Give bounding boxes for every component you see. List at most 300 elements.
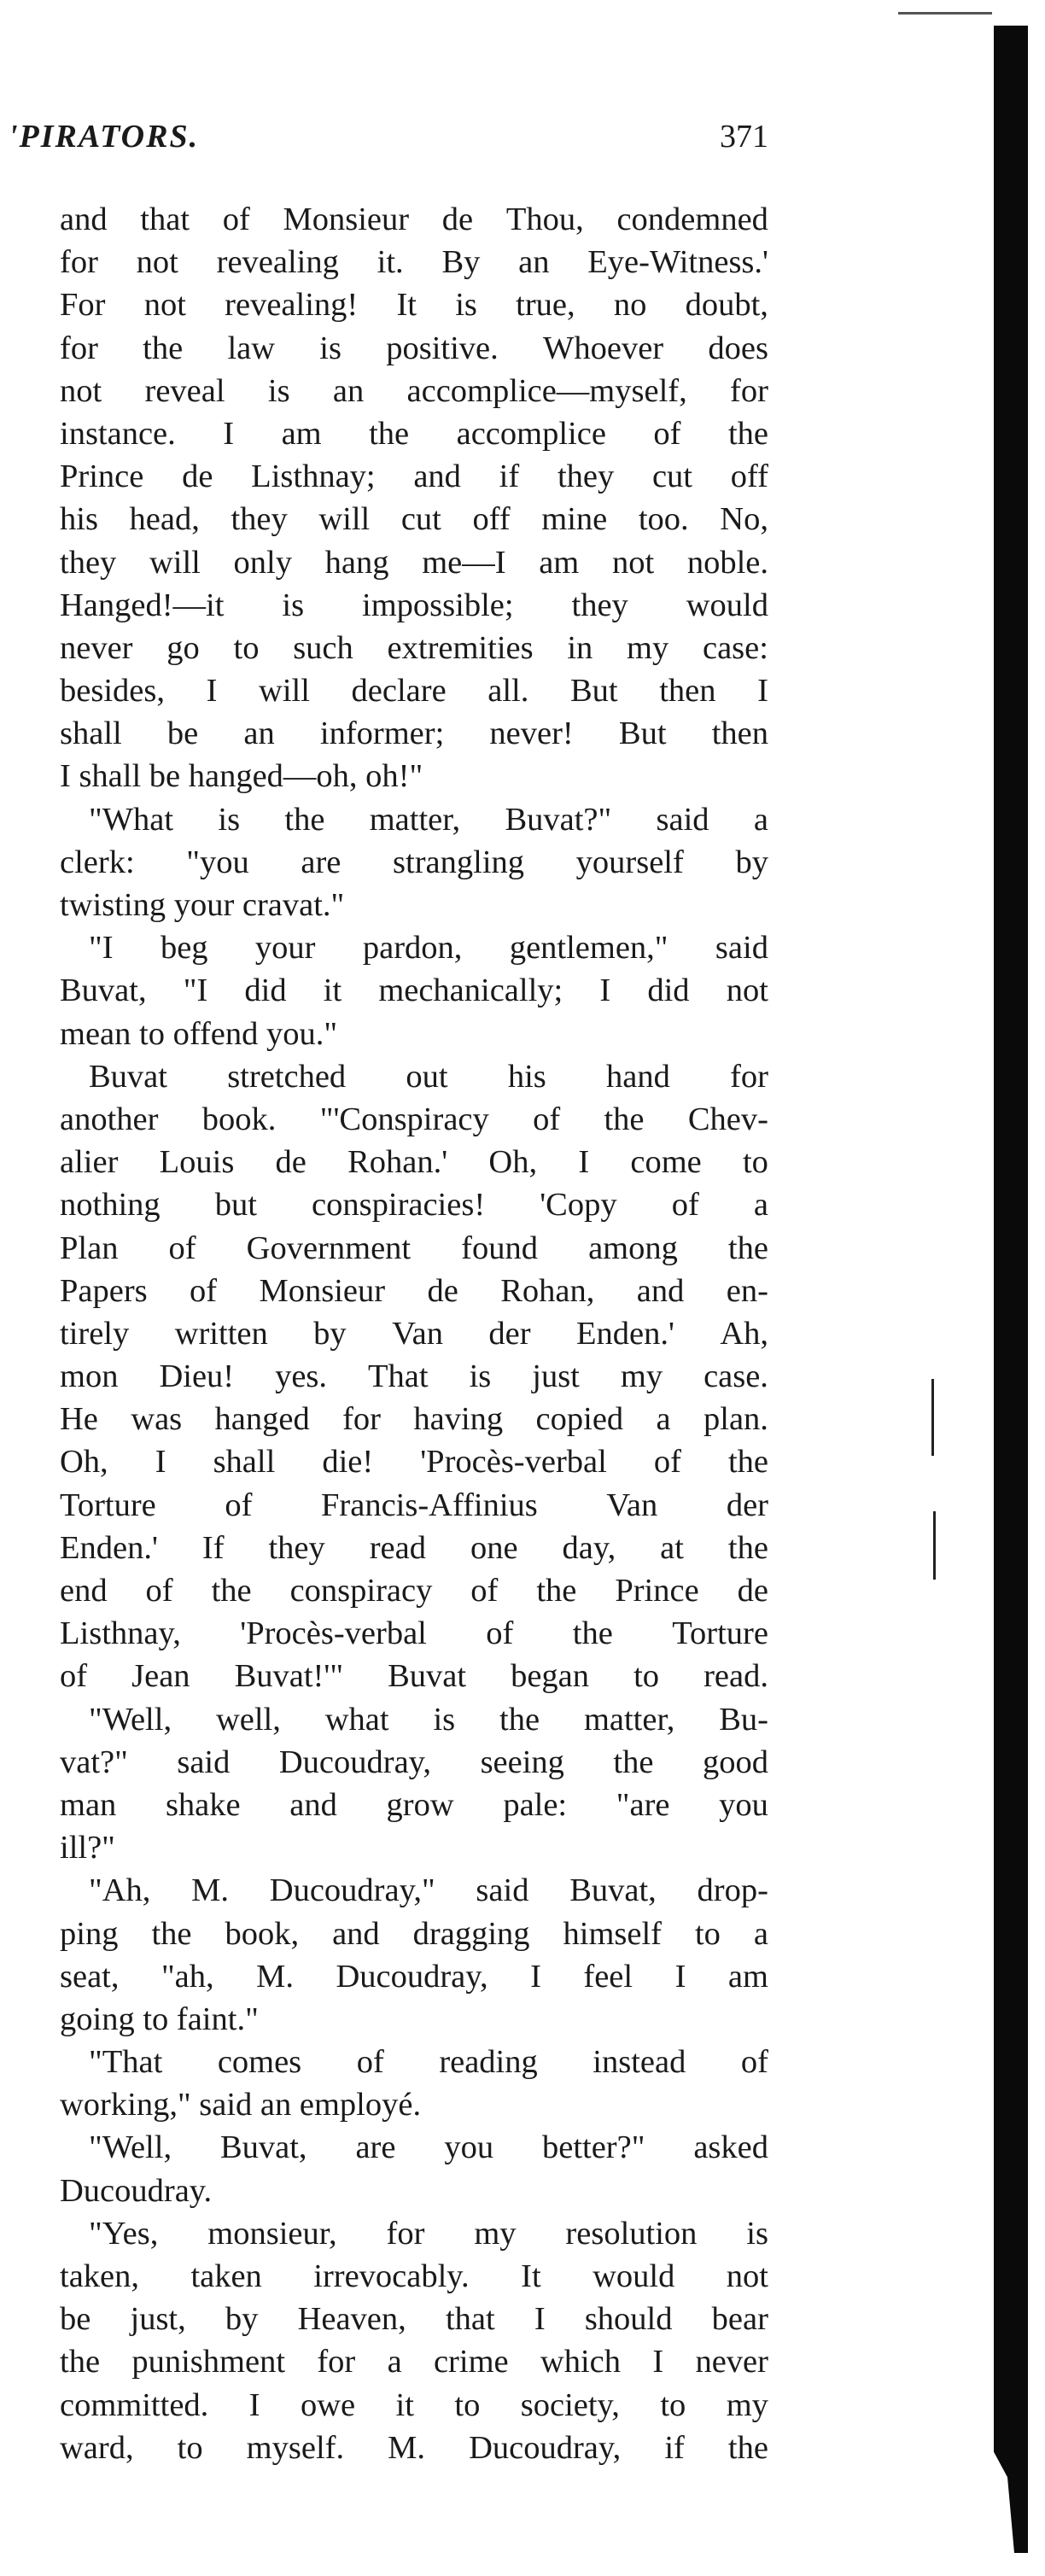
word: hanged bbox=[214, 1401, 310, 1438]
text-line bbox=[60, 1741, 768, 1784]
word: which bbox=[540, 2344, 622, 2380]
word: mechanically; bbox=[378, 973, 563, 1009]
word: 'Copy bbox=[540, 1187, 617, 1224]
word: for bbox=[60, 244, 98, 281]
word: case. bbox=[703, 1358, 768, 1395]
word: would bbox=[593, 2258, 675, 2294]
word: die! bbox=[322, 1444, 374, 1481]
word: ping bbox=[60, 1915, 119, 1952]
word: then bbox=[711, 716, 768, 752]
word: law bbox=[227, 330, 276, 366]
word: your bbox=[254, 930, 316, 967]
word: will bbox=[259, 673, 310, 710]
word: did bbox=[244, 973, 287, 1009]
word: the bbox=[499, 1701, 540, 1738]
word: 'Procès-verbal bbox=[420, 1444, 607, 1481]
word: began bbox=[511, 1658, 590, 1695]
word: but bbox=[214, 1187, 257, 1224]
word: be bbox=[166, 716, 199, 752]
word: if bbox=[664, 2429, 685, 2466]
word: never bbox=[695, 2344, 768, 2380]
word: yourself bbox=[575, 844, 684, 880]
text-line bbox=[60, 669, 768, 712]
word: to bbox=[660, 2386, 686, 2423]
word: Thou, bbox=[505, 202, 584, 237]
word: the bbox=[536, 1573, 577, 1609]
word: not bbox=[136, 244, 178, 281]
word: conspiracy bbox=[289, 1573, 433, 1609]
word: of bbox=[222, 202, 250, 237]
word: did bbox=[647, 973, 690, 1009]
word: ward, bbox=[60, 2429, 134, 2466]
text-line bbox=[60, 1569, 768, 1612]
word: Ducoudray, bbox=[278, 1744, 432, 1780]
text-line bbox=[60, 1784, 768, 1826]
word: never! bbox=[489, 716, 574, 752]
word: revealing bbox=[216, 244, 339, 281]
word: for bbox=[317, 2344, 356, 2380]
word: informer; bbox=[319, 716, 445, 752]
word: bear bbox=[711, 2301, 768, 2338]
word: Prince bbox=[615, 1573, 699, 1609]
word: you bbox=[719, 1786, 768, 1823]
word: having bbox=[413, 1401, 504, 1438]
text-line bbox=[60, 926, 768, 969]
word: is bbox=[267, 372, 290, 409]
word: will bbox=[318, 501, 371, 538]
word: instance. bbox=[60, 415, 176, 452]
word: man bbox=[60, 1786, 117, 1823]
word: a bbox=[387, 2344, 402, 2380]
word: by bbox=[735, 844, 768, 880]
text-line bbox=[60, 1440, 768, 1483]
word: by bbox=[225, 2301, 259, 2338]
word: condemned bbox=[616, 202, 768, 237]
word: I bbox=[223, 415, 235, 452]
word: Government bbox=[246, 1230, 412, 1266]
word: too. bbox=[638, 501, 689, 538]
word: Monsieur bbox=[283, 202, 410, 237]
word: Oh, bbox=[60, 1444, 108, 1481]
word: for bbox=[386, 2215, 425, 2252]
word: crime bbox=[433, 2344, 509, 2380]
word: en- bbox=[726, 1272, 768, 1309]
text-line bbox=[60, 798, 768, 841]
word: conspiracies! bbox=[312, 1187, 486, 1224]
word: cut bbox=[651, 459, 693, 495]
word: accomplice—myself, bbox=[406, 372, 687, 409]
word: head, bbox=[129, 501, 200, 538]
word: M. bbox=[388, 2429, 426, 2466]
word: doubt, bbox=[685, 287, 768, 324]
word: Enden.' bbox=[575, 1315, 674, 1352]
word: of bbox=[470, 1573, 499, 1609]
word: I bbox=[534, 2301, 546, 2338]
word: extremities bbox=[387, 629, 534, 666]
word: was bbox=[131, 1401, 183, 1438]
word: pardon, bbox=[362, 930, 463, 967]
word: my bbox=[627, 629, 669, 666]
word: of bbox=[168, 1230, 196, 1266]
word: "Well, bbox=[89, 1701, 172, 1738]
text-line bbox=[60, 1312, 768, 1355]
word: beg bbox=[160, 930, 208, 967]
binding-edge-line bbox=[898, 12, 992, 15]
text-line bbox=[60, 2384, 768, 2427]
word: never bbox=[60, 629, 133, 666]
word: not bbox=[143, 287, 186, 324]
word: of bbox=[225, 1487, 253, 1523]
word: Ducoudray, bbox=[469, 2429, 622, 2466]
word: his bbox=[507, 1058, 546, 1095]
word: M. bbox=[256, 1958, 294, 1995]
word: "Ah, bbox=[89, 1872, 151, 1909]
word: Ducoudray, bbox=[336, 1958, 488, 1995]
text-line bbox=[60, 1612, 768, 1655]
word: be bbox=[60, 2301, 91, 2338]
text-line bbox=[60, 2083, 768, 2126]
text-line bbox=[60, 1826, 768, 1869]
word: I bbox=[652, 2344, 664, 2380]
word: besides, bbox=[60, 673, 165, 710]
text-line bbox=[60, 1998, 768, 2041]
text-line bbox=[60, 584, 768, 627]
word: of bbox=[653, 415, 681, 452]
text-line bbox=[60, 1270, 768, 1312]
text-line bbox=[60, 2126, 768, 2169]
word: should bbox=[584, 2301, 673, 2338]
word: taken, bbox=[60, 2258, 139, 2294]
word: stretched bbox=[227, 1058, 347, 1095]
word: strangling bbox=[393, 844, 525, 880]
word: off bbox=[730, 459, 768, 495]
word: it. bbox=[377, 244, 404, 281]
word: they bbox=[571, 587, 628, 623]
word: another bbox=[60, 1101, 159, 1137]
word: Hanged!—it bbox=[60, 587, 225, 623]
word: book, bbox=[225, 1915, 300, 1952]
word: drop- bbox=[697, 1872, 768, 1909]
text-line bbox=[60, 1398, 768, 1440]
word: is bbox=[282, 587, 305, 623]
running-head bbox=[0, 118, 768, 169]
scan-mark bbox=[933, 1511, 936, 1580]
scan-mark bbox=[931, 1379, 934, 1456]
word: positive. bbox=[386, 330, 499, 366]
word: at bbox=[660, 1529, 684, 1566]
word: and bbox=[636, 1272, 685, 1309]
word: are bbox=[355, 2129, 396, 2166]
word: resolution bbox=[565, 2215, 698, 2252]
book-spine-shadow bbox=[994, 26, 1028, 2553]
word: punishment bbox=[131, 2344, 286, 2380]
word: an bbox=[518, 244, 550, 281]
word: I bbox=[248, 2386, 260, 2423]
word: is bbox=[469, 1358, 492, 1395]
word: the bbox=[727, 415, 768, 452]
word: if bbox=[499, 459, 520, 495]
text-line bbox=[60, 884, 768, 926]
word: it bbox=[323, 973, 342, 1009]
word: Jean bbox=[131, 1658, 190, 1695]
word: revealing! bbox=[225, 287, 359, 324]
word: the bbox=[604, 1101, 645, 1137]
text-line bbox=[60, 1527, 768, 1569]
word: the bbox=[369, 415, 410, 452]
word: to bbox=[177, 2429, 203, 2466]
word: Oh, bbox=[488, 1144, 538, 1181]
word: de bbox=[182, 459, 213, 495]
word: de bbox=[737, 1573, 768, 1609]
word: himself bbox=[563, 1915, 662, 1952]
word: Listhnay, bbox=[60, 1615, 181, 1652]
word: "are bbox=[616, 1786, 670, 1823]
word: Van bbox=[392, 1315, 443, 1352]
word: end bbox=[60, 1573, 108, 1609]
word: Buvat, bbox=[569, 1872, 657, 1909]
word: seat, bbox=[60, 1958, 120, 1995]
word: it bbox=[395, 2386, 414, 2423]
word: Ah, bbox=[720, 1315, 768, 1352]
word: going to faint." bbox=[60, 2001, 259, 2037]
text-line bbox=[60, 1913, 768, 1955]
word: am bbox=[539, 544, 580, 581]
word: a bbox=[753, 1187, 768, 1224]
word: Buvat bbox=[388, 1658, 467, 1695]
word: I bbox=[674, 1958, 686, 1995]
word: reveal bbox=[144, 372, 225, 409]
word: Buvat?" bbox=[505, 801, 612, 838]
word: they bbox=[557, 459, 615, 495]
word: to bbox=[454, 2386, 481, 2423]
word: only bbox=[233, 544, 292, 581]
word: a bbox=[753, 1915, 768, 1952]
word: twisting your cravat." bbox=[60, 887, 345, 923]
word: But bbox=[569, 673, 618, 710]
word: I bbox=[530, 1958, 541, 1995]
word: that bbox=[140, 202, 190, 237]
word: "ah, bbox=[161, 1958, 214, 1995]
word: ill?" bbox=[60, 1830, 115, 1866]
word: the bbox=[284, 801, 325, 838]
word: the bbox=[60, 2344, 101, 2380]
word: to bbox=[694, 1915, 721, 1952]
word: no bbox=[613, 287, 647, 324]
text-line bbox=[60, 412, 768, 455]
word: my bbox=[620, 1358, 663, 1395]
word: not bbox=[60, 372, 102, 409]
word: yes. bbox=[275, 1358, 328, 1395]
word: hang bbox=[324, 544, 389, 581]
word: "Well, bbox=[89, 2129, 172, 2166]
word: monsieur, bbox=[207, 2215, 337, 2252]
word: out bbox=[406, 1058, 448, 1095]
word: nothing bbox=[60, 1187, 161, 1224]
word: Rohan, bbox=[500, 1272, 595, 1309]
word: der bbox=[488, 1315, 531, 1352]
text-line bbox=[60, 455, 768, 498]
text-line bbox=[60, 198, 768, 241]
word: Ducoudray," bbox=[269, 1872, 435, 1909]
word: then bbox=[659, 673, 716, 710]
word: you bbox=[444, 2129, 494, 2166]
word: I bbox=[578, 1144, 590, 1181]
text-line bbox=[60, 541, 768, 584]
word: pale: bbox=[503, 1786, 568, 1823]
word: not bbox=[611, 544, 655, 581]
word: Plan bbox=[60, 1230, 119, 1266]
word: de bbox=[441, 202, 474, 237]
word: just, bbox=[130, 2301, 186, 2338]
word: reading bbox=[439, 2044, 538, 2081]
text-line bbox=[60, 327, 768, 370]
word: his bbox=[60, 501, 98, 538]
word: all. bbox=[487, 673, 529, 710]
word: would bbox=[686, 587, 768, 623]
word: and bbox=[289, 1786, 337, 1823]
word: of bbox=[671, 1187, 699, 1224]
text-line bbox=[60, 1141, 768, 1183]
word: impossible; bbox=[362, 587, 514, 623]
word: I shall be hanged—oh, oh!" bbox=[60, 758, 423, 795]
word: said bbox=[177, 1744, 231, 1780]
word: noble. bbox=[686, 544, 768, 581]
word: the bbox=[143, 330, 184, 366]
word: one bbox=[470, 1529, 518, 1566]
word: shake bbox=[165, 1786, 241, 1823]
word: cut bbox=[400, 501, 441, 538]
word: irrevocably. bbox=[313, 2258, 470, 2294]
word: am bbox=[727, 1958, 768, 1995]
word: my bbox=[474, 2215, 517, 2252]
word: mon bbox=[60, 1358, 119, 1395]
word: they bbox=[60, 544, 117, 581]
word: der bbox=[726, 1487, 768, 1523]
word: and bbox=[413, 459, 461, 495]
word: the bbox=[151, 1915, 192, 1952]
word: That bbox=[368, 1358, 429, 1395]
word: me—I bbox=[422, 544, 506, 581]
word: accomplice bbox=[456, 415, 606, 452]
word: they bbox=[231, 501, 288, 538]
word: and bbox=[332, 1915, 380, 1952]
word: is bbox=[746, 2215, 768, 2252]
running-title: 'PIRATORS. bbox=[9, 119, 200, 155]
word: among bbox=[588, 1230, 678, 1266]
word: Papers bbox=[60, 1272, 148, 1309]
text-line bbox=[60, 2170, 768, 2212]
word: If bbox=[201, 1529, 225, 1566]
word: and bbox=[60, 202, 108, 237]
text-line bbox=[60, 755, 768, 797]
word: true, bbox=[516, 287, 575, 324]
text-line bbox=[60, 2340, 768, 2383]
text-line bbox=[60, 1183, 768, 1226]
word: Dieu! bbox=[159, 1358, 235, 1395]
word: working," said an employé. bbox=[60, 2087, 422, 2123]
word: read. bbox=[703, 1658, 768, 1695]
text-line bbox=[60, 2255, 768, 2298]
word: in bbox=[567, 629, 593, 666]
word: "What bbox=[89, 801, 174, 838]
word: for bbox=[342, 1401, 381, 1438]
word: such bbox=[293, 629, 353, 666]
text-line bbox=[60, 1227, 768, 1270]
word: seeing bbox=[480, 1744, 564, 1780]
word: the bbox=[613, 1744, 654, 1780]
word: committed. bbox=[60, 2386, 209, 2423]
word: are bbox=[301, 844, 342, 880]
word: book. bbox=[201, 1101, 277, 1137]
word: gentlemen," bbox=[509, 930, 668, 967]
word: "That bbox=[89, 2044, 163, 2081]
word: plan. bbox=[703, 1401, 768, 1438]
word: for bbox=[730, 372, 768, 409]
word: taken bbox=[190, 2258, 262, 2294]
text-line bbox=[60, 2212, 768, 2255]
word: of bbox=[356, 2044, 384, 2081]
word: Whoever bbox=[543, 330, 664, 366]
word: the bbox=[727, 2429, 768, 2466]
word: instead bbox=[593, 2044, 686, 2081]
word: for bbox=[730, 1058, 768, 1095]
word: of bbox=[60, 1658, 88, 1695]
word: of bbox=[145, 1573, 173, 1609]
word: tirely bbox=[60, 1315, 130, 1352]
body-text bbox=[60, 198, 768, 2469]
text-line bbox=[60, 841, 768, 884]
word: an bbox=[332, 372, 365, 409]
word: case: bbox=[703, 629, 768, 666]
text-line bbox=[60, 627, 768, 669]
word: I bbox=[155, 1444, 166, 1481]
text-line bbox=[60, 1655, 768, 1697]
word: mean to offend you." bbox=[60, 1015, 338, 1052]
page-number: 371 bbox=[720, 119, 768, 155]
word: matter, bbox=[583, 1701, 675, 1738]
word: I bbox=[757, 673, 768, 710]
text-line bbox=[60, 1484, 768, 1527]
word: will bbox=[149, 544, 201, 581]
word: found bbox=[461, 1230, 538, 1266]
word: written bbox=[174, 1315, 268, 1352]
word: comes bbox=[217, 2044, 302, 2081]
word: am bbox=[281, 415, 322, 452]
word: is bbox=[455, 287, 477, 324]
text-line bbox=[60, 2041, 768, 2083]
word: shall bbox=[60, 716, 122, 752]
text-line bbox=[60, 2427, 768, 2469]
word: the bbox=[211, 1573, 252, 1609]
word: is bbox=[218, 801, 241, 838]
text-line bbox=[60, 1055, 768, 1098]
text-line bbox=[60, 1013, 768, 1055]
word: a bbox=[753, 801, 768, 838]
word: I bbox=[599, 973, 611, 1009]
word: feel bbox=[583, 1958, 633, 1995]
word: said bbox=[715, 930, 768, 967]
word: to bbox=[742, 1144, 768, 1181]
word: well, bbox=[215, 1701, 281, 1738]
word: Monsieur bbox=[259, 1272, 386, 1309]
word: of bbox=[740, 2044, 768, 2081]
word: declare bbox=[351, 673, 447, 710]
word: does bbox=[708, 330, 768, 366]
word: of bbox=[486, 1615, 514, 1652]
text-line bbox=[60, 712, 768, 755]
word: an bbox=[243, 716, 275, 752]
word: Enden.' bbox=[60, 1529, 158, 1566]
